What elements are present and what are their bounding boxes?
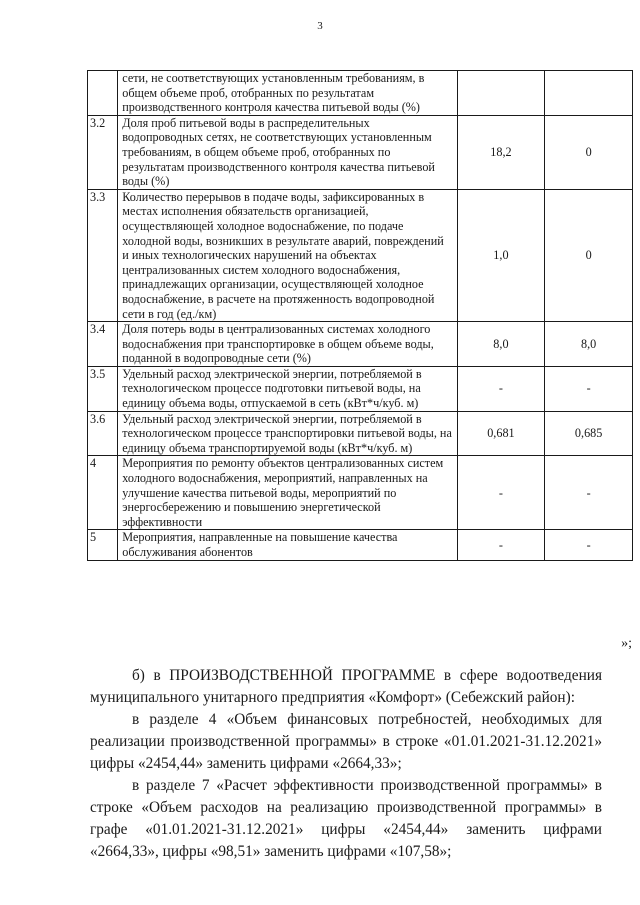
row-value-1: -: [457, 366, 545, 411]
row-value-1: [457, 71, 545, 116]
table-row: [88, 366, 633, 411]
row-description: Мероприятия по ремонту объектов централизованных систем холодного водоснабжения, мероприятий, направленных на улучшение качества питьевой воды, мероприятий по энергосбережению и повышению энергетической эффективности: [118, 456, 457, 530]
table-row: [88, 71, 633, 116]
table-row: [88, 411, 633, 456]
row-value-1: 18,2: [457, 115, 545, 189]
row-value-2: [545, 71, 633, 116]
row-value-2: 0: [545, 115, 633, 189]
row-number: 3.2: [88, 115, 118, 189]
row-number: 4: [88, 456, 118, 530]
row-value-2: -: [545, 366, 633, 411]
row-value-2: -: [545, 456, 633, 530]
row-number: 3.3: [88, 189, 118, 321]
row-value-1: 0,681: [457, 411, 545, 456]
row-number: 3.6: [88, 411, 118, 456]
row-value-2: 0: [545, 189, 633, 321]
table-row: [88, 322, 633, 367]
row-description: Удельный расход электрической энергии, потребляемой в технологическом процессе транспортировки питьевой воды, на единицу объема транспортируемой воды (кВт*ч/куб. м): [118, 411, 457, 456]
row-number: 3.5: [88, 366, 118, 411]
row-description: Мероприятия, направленные на повышение качества обслуживания абонентов: [118, 530, 457, 560]
row-description: Количество перерывов в подаче воды, зафиксированных в местах исполнения обязательств организацией, осуществляющей холодное водоснабжение, по подаче холодной воды, возникших в результате аварий, повреждений и иных технологических нарушений на объектах централизованных систем холодного водоснабжения, принадлежащих организации, осуществляющей холодное водоснабжение, в расчете на протяженность водопроводной сети в год (ед./км): [118, 189, 457, 321]
row-value-1: 1,0: [457, 189, 545, 321]
paragraph-section-7: в разделе 7 «Расчет эффективности производственной программы» в строке «Объем расходов на реализацию производственной программы» в графе «01.01.2021-31.12.2021» цифры «2454,44» заменить цифрами «2664,33», цифры «98,51» заменить цифрами «107,58»;: [90, 777, 602, 861]
table-row: [88, 456, 633, 530]
table-row: [88, 189, 633, 321]
paragraph-section-4: в разделе 4 «Объем финансовых потребностей, необходимых для реализации производственной программы» в строке «01.01.2021-31.12.2021» цифры «2454,44» заменить цифрами «2664,33»;: [90, 711, 602, 773]
row-description: Доля проб питьевой воды в распределительных водопроводных сетях, не соответствующих установленным требованиям, в общем объеме проб, отобранных по результатам производственного контроля качества питьевой воды (%): [118, 115, 457, 189]
row-value-1: 8,0: [457, 322, 545, 367]
row-value-2: 8,0: [545, 322, 633, 367]
row-value-1: -: [457, 456, 545, 530]
page-number: 3: [317, 20, 323, 32]
row-value-2: 0,685: [545, 411, 633, 456]
table-row: [88, 115, 633, 189]
row-description: Доля потерь воды в централизованных системах холодного водоснабжения при транспортировке в общем объеме воды, поданной в водопроводные сети (%): [118, 322, 457, 367]
row-value-2: -: [545, 530, 633, 560]
row-number: [88, 71, 118, 116]
closing-quote: »;: [621, 636, 632, 651]
table-row: [88, 530, 633, 560]
row-description: сети, не соответствующих установленным требованиям, в общем объеме проб, отобранных по результатам производственного контроля качества питьевой воды (%): [118, 71, 457, 116]
indicators-table: [87, 70, 633, 561]
row-value-1: -: [457, 530, 545, 560]
row-description: Удельный расход электрической энергии, потребляемой в технологическом процессе подготовки питьевой воды, на единицу объема воды, отпускаемой в сеть (кВт*ч/куб. м): [118, 366, 457, 411]
paragraph-sewerage-program: б) в ПРОИЗВОДСТВЕННОЙ ПРОГРАММЕ в сфере водоотведения муниципального унитарного предприятия «Комфорт» (Себежский район):: [90, 667, 602, 707]
row-number: 5: [88, 530, 118, 560]
row-number: 3.4: [88, 322, 118, 367]
